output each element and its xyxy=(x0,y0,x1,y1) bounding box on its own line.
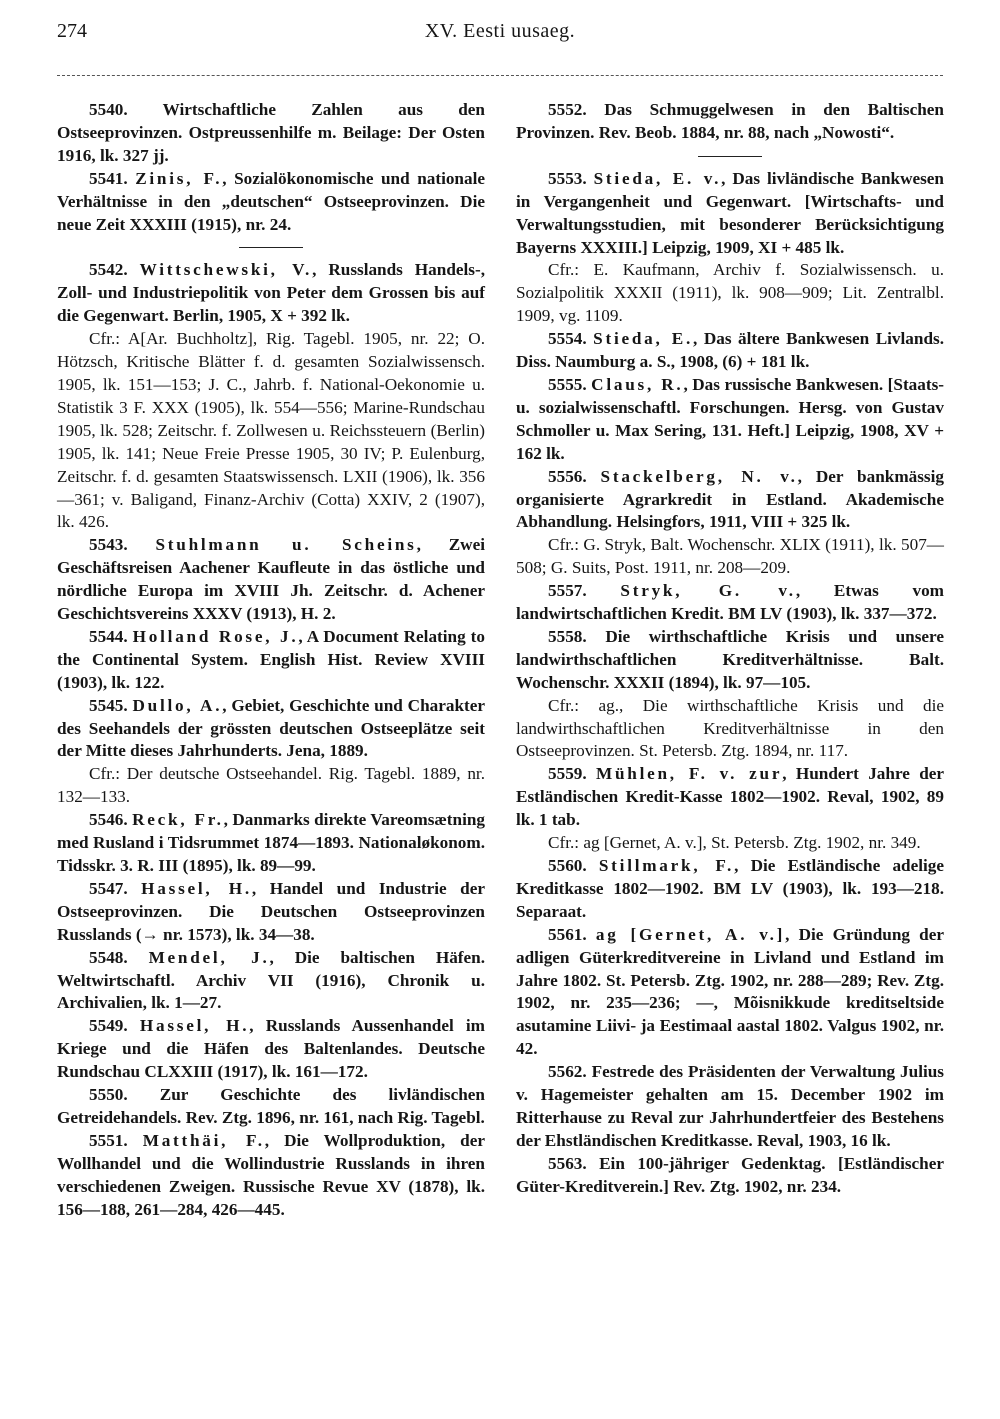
entry-number: 5560. xyxy=(548,856,587,875)
entry-text: Das Schmuggelwesen in den Baltischen Provinzen. Rev. Beob. 1884, nr. 88, nach „Nowosti“. xyxy=(516,100,944,142)
entry-text: , Das livländische Bankwesen in Vergangenheit und Gegenwart. [Wirtschafts- und Verwaltungsstudien, mit besonderer Berücksichtigung Bayerns XXXIII.] Leipzig, 1909, XI + 485 lk. xyxy=(516,168,944,257)
entry-number: 5543. xyxy=(89,535,128,555)
entry-author: Mühlen, F. v. zur xyxy=(595,764,783,784)
entry-number: 5557. xyxy=(548,581,587,601)
entry-author: Hassel, H. xyxy=(139,1016,250,1036)
entry-text: , Russlands Handels-, Zoll- und Industriepolitik von Peter dem Grossen bis auf die Gegenwart. Berlin, 1905, X + 392 lk. xyxy=(57,260,485,326)
entry-number: 5558. xyxy=(548,626,587,646)
entry-text: Zur Geschichte des livländischen Getreidehandels. Rev. Ztg. 1896, nr. 161, nach Rig. Tagebl. xyxy=(57,1085,485,1127)
bibliography-entry xyxy=(57,99,485,168)
right-column xyxy=(516,99,944,1199)
entry-number: 5555. xyxy=(548,374,587,394)
entry-text: Die wirthschaftliche Krisis und unsere landwirthschaftlichen Kreditverhältnisse. Balt. Wochenschr. XXXII (1894), lk. 97—105. xyxy=(516,626,945,692)
entry-author: Stillmark, F. xyxy=(598,856,735,875)
entry-review-note: Cfr.: Der deutsche Ostseehandel. Rig. Tagebl. 1889, nr. 132—133. xyxy=(57,764,485,807)
bibliography-entry xyxy=(516,1061,944,1153)
entry-number: 5550. xyxy=(89,1085,128,1105)
bibliography-entry xyxy=(516,168,944,260)
entry-review-note: Cfr.: ag., Die wirthschaftliche Krisis und die landwirthschaftlichen Kreditverhältnisse in den Ostseeprovinzen. St. Petersb. Ztg. 1894, nr. 117. xyxy=(516,695,944,761)
entry-author: Stieda, E. v. xyxy=(593,168,722,188)
entry-text: , Gebiet, Geschichte und Charakter des Seehandels der grössten deutschen Ostseeplätze seit der Mitte dieses Jahrhunderts. Jena, 1889. xyxy=(57,695,485,761)
entry-author: Claus, R. xyxy=(591,374,684,394)
entry-review-note: Cfr.: A[Ar. Buchholtz], Rig. Tagebl. 1905, nr. 22; O. Hötzsch, Kritische Blätter f. d. gesamten Sozialwissensch. 1905, lk. 151—153; J. C., Jahrb. f. National-Oekonomie u. Statistik 3 F. XXX (1905), lk. 554—556; Marine-Rundschau 1905, lk. 528; Zeitschr. f. Zollwesen u. Reichssteuern (Berlin) 1905, lk. 141; Neue Freie Presse 1905, 30 IV; P. Eulenburg, Zeitschr. f. d. gesamten Staatswissensch. LXII (1906), lk. 356—361; v. Baligand, Finanz-Archiv (Cotta) XXIV, 2 (1907), lk. 426. xyxy=(57,329,485,532)
entry-number: 5544. xyxy=(89,626,128,646)
entry-number: 5549. xyxy=(89,1016,128,1036)
entry-author: Stuhlmann u. Scheins xyxy=(155,535,417,555)
entry-review-note: Cfr.: ag [Gernet, A. v.], St. Petersb. Ztg. 1902, nr. 349. xyxy=(548,833,921,853)
page-number: 274 xyxy=(57,20,87,42)
entry-text: , Die Wollproduktion, der Wollhandel und die Wollindustrie Russlands in ihren verschiedenen Zweigen. Russische Revue XV (1878), lk. 156—188, 261—284, 426—445. xyxy=(57,1130,485,1219)
bibliography-entry xyxy=(57,809,485,878)
entry-review-note: Cfr.: E. Kaufmann, Archiv f. Sozialwissensch. u. Sozialpolitik XXXII (1911), lk. 908—909; Lit. Zentralbl. 1909, vg. 1109. xyxy=(516,260,944,326)
entry-number: 5552. xyxy=(548,100,587,119)
bibliography-entry xyxy=(57,1130,485,1222)
entry-text: , Hundert Jahre der Estländischen Kredit-Kasse 1802—1902. Reval, 1902, 89 lk. 1 tab. xyxy=(516,764,945,830)
entry-number: 5559. xyxy=(548,764,587,784)
entry-author: Holland Rose, J. xyxy=(132,626,299,646)
running-title: XV. Eesti uusaeg. xyxy=(424,20,576,42)
bibliography-entry xyxy=(57,626,485,695)
entry-number: 5540. xyxy=(89,100,128,119)
bibliography-entry xyxy=(516,99,944,145)
entry-number: 5541. xyxy=(89,168,128,188)
bibliography-entry xyxy=(57,695,485,764)
entry-text: , Das ältere Bankwesen Livlands. Diss. Naumburg a. S., 1908, (6) + 181 lk. xyxy=(516,329,944,372)
bibliography-entry xyxy=(516,626,944,695)
entry-text: , Etwas vom landwirtschaftlichen Kredit. BM LV (1903), lk. 337—372. xyxy=(516,581,944,624)
entry-text: , Der bankmässig organisierte Agrarkredit in Estland. Akademische Abhandlung. Helsingfors, 1911, VIII + 325 lk. xyxy=(516,466,944,532)
entry-text: , Danmarks direkte Vareomsætning med Rusland i Tidsrummet 1874—1893. Nationaløkonom. Tidsskr. 3. R. III (1895), lk. 89—99. xyxy=(57,810,486,875)
entry-text: , Sozialökonomische und nationale Verhältnisse in den „deutschen“ Ostseeprovinzen. Die neue Zeit XXXIII (1915), nr. 24. xyxy=(57,168,485,234)
entry-number: 5546. xyxy=(89,810,128,830)
entry-number: 5562. xyxy=(548,1062,587,1082)
entry-author: Stackelberg, N. v. xyxy=(600,466,798,486)
entry-author: Dullo, A. xyxy=(132,695,223,715)
entry-author: Wittschewski, V. xyxy=(139,260,313,280)
entry-text: Festrede des Präsidenten der Verwaltung Julius v. Hagemeister gehalten am 15. December 1902 im Ritterhause zu Reval zur Jahrhundertfeier des Bestehens der Ehstländischen Kreditkasse. Reval, 1903, 16 lk. xyxy=(516,1062,944,1150)
entry-author: Stryk, G. v. xyxy=(620,581,796,601)
entry-author: Reck, Fr. xyxy=(132,810,224,830)
section-separator xyxy=(57,236,485,259)
bibliography-entry xyxy=(516,466,944,535)
bibliography-entry xyxy=(516,328,944,374)
bibliography-entry xyxy=(57,947,485,1016)
entry-number: 5561. xyxy=(548,924,587,944)
bibliography-entry xyxy=(516,855,944,924)
entry-number: 5553. xyxy=(548,168,587,188)
entry-review-note: Cfr.: G. Stryk, Balt. Wochenschr. XLIX (1911), lk. 507—508; G. Suits, Post. 1911, nr. 208—209. xyxy=(516,535,944,578)
bibliography-entry xyxy=(57,878,485,947)
entry-text: , Zwei Geschäftsreisen Aachener Kaufleute in das östliche und nördliche Europa im XVIII Jh. Zeitschr. d. Achener Geschichtsvereins XXXV (1913), H. 2. xyxy=(57,535,485,624)
bibliography-entry xyxy=(516,374,944,466)
entry-text: , Russlands Aussenhandel im Kriege und die Häfen des Baltenlandes. Deutsche Rundschau CLXXIII (1917), lk. 161—172. xyxy=(57,1016,485,1082)
bibliography-entry xyxy=(516,763,944,832)
entry-author: Hassel, H. xyxy=(141,878,252,898)
bibliography-entry xyxy=(516,1153,944,1199)
entry-text: Wirtschaftliche Zahlen aus den Ostseeprovinzen. Ostpreussenhilfe m. Beilage: Der Osten 1916, lk. 327 jj. xyxy=(57,100,485,165)
entry-number: 5563. xyxy=(548,1153,587,1173)
entry-author: Mendel, J. xyxy=(148,947,270,967)
bibliography-entry xyxy=(57,1084,485,1130)
bibliography-entry xyxy=(57,168,485,237)
entry-number: 5542. xyxy=(89,260,128,280)
bibliography-entry xyxy=(57,259,485,328)
entry-text: , Die Estländische adelige Kreditkasse 1802—1902. BM LV (1903), lk. 193—218. Separaat. xyxy=(516,856,944,921)
entry-text: Ein 100-jähriger Gedenktag. [Estländischer Güter-Kreditverein.] Rev. Ztg. 1902, nr. 234. xyxy=(516,1153,944,1196)
bibliography-entry xyxy=(57,534,485,626)
entry-author: ag [Gernet, A. v.] xyxy=(595,924,786,944)
entry-number: 5548. xyxy=(89,947,128,967)
entry-number: 5551. xyxy=(89,1130,128,1150)
entry-text: , Handel und Industrie der Ostseeprovinzen. Die Deutschen Ostseeprovinzen Russlands (→ nr. 1573), lk. 34—38. xyxy=(57,878,485,944)
entry-number: 5547. xyxy=(89,878,128,898)
entry-author: Zinis, F. xyxy=(135,168,223,188)
entry-number: 5554. xyxy=(548,329,587,349)
header-rule xyxy=(57,75,943,76)
bibliography-entry xyxy=(516,580,944,626)
entry-number: 5556. xyxy=(548,466,587,486)
left-column xyxy=(57,99,485,1222)
entry-author: Stieda, E. xyxy=(593,329,694,349)
entry-author: Matthäi, F. xyxy=(142,1130,265,1150)
entry-text: , A Document Relating to the Continental System. English Hist. Review XVIII (1903), lk. 122. xyxy=(57,626,485,692)
entry-text: , Die baltischen Häfen. Weltwirtschaftl. Archiv VII (1916), Chronik u. Archivalien, lk. 1—27. xyxy=(57,947,485,1013)
section-separator xyxy=(516,145,944,168)
bibliography-entry xyxy=(57,1015,485,1084)
bibliography-entry xyxy=(516,924,944,1061)
entry-text: , Die Gründung der adligen Güterkreditvereine in Livland und Estland im Jahre 1802. St. Petersb. Ztg. 1902, nr. 288—289; Rev. Ztg. 1902, nr. 235—236; —, Mõisnikkude kreditseltside asutamine Liivi- ja Eestimaal aastal 1802. Valgus 1902, nr. 42. xyxy=(516,924,944,1059)
entry-text: , Das russische Bankwesen. [Staats- u. sozialwissenschaftl. Forschungen. Hersg. von Gustav Schmoller u. Max Sering, 131. Heft.] Leipzig, 1908, XV + 162 lk. xyxy=(516,374,944,463)
entry-number: 5545. xyxy=(89,695,128,715)
